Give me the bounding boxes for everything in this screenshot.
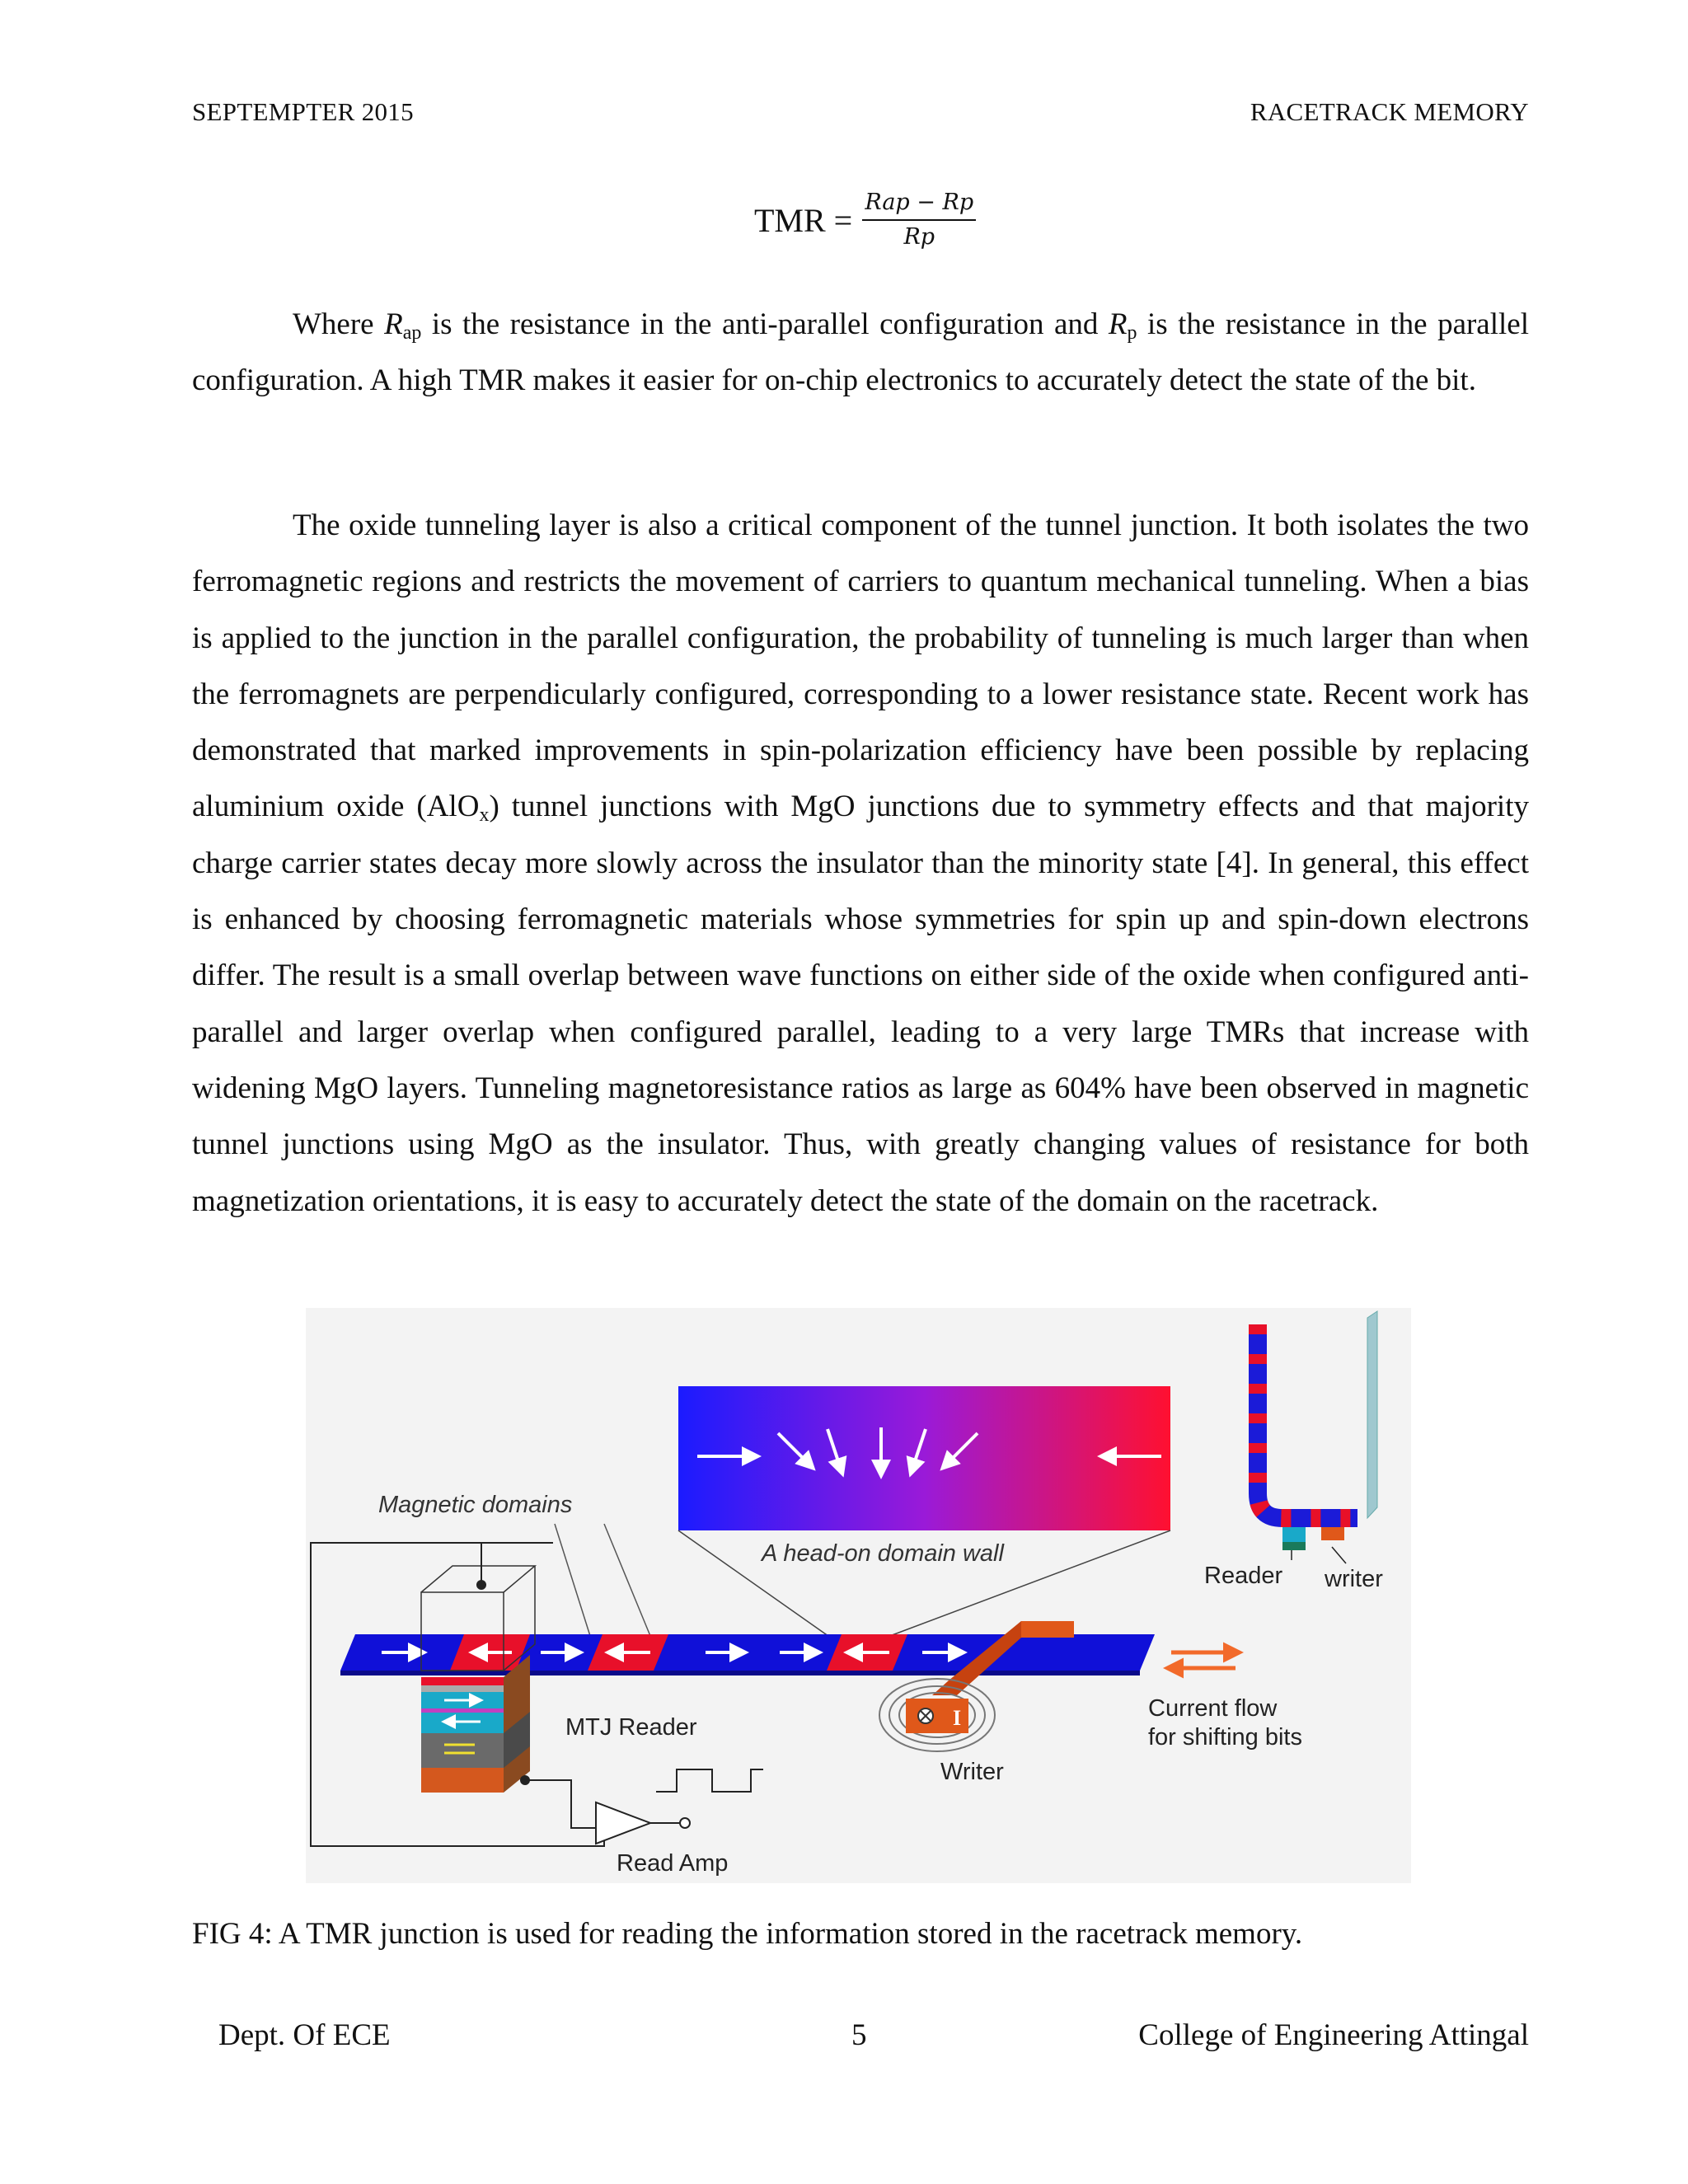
label-reader: Reader (1204, 1563, 1283, 1589)
p1-text-a: Where (293, 307, 385, 341)
label-writer-small: writer (1325, 1566, 1383, 1592)
footer-page-number: 5 (851, 2018, 867, 2052)
current-flow-arrows (1171, 1652, 1236, 1668)
label-domain-wall: A head-on domain wall (762, 1540, 1004, 1567)
u-racetrack (1258, 1324, 1357, 1518)
figure-caption: FIG 4: A TMR junction is used for reading the information stored in the racetrack memory. (192, 1917, 1303, 1951)
p2-text-a: The oxide tunneling layer is also a critical component of the tunnel junction. It both isolates the two ferromagnetic regions and restricts the movement of carriers to quantum mechanical tunneling. When a bias is applied to the junction in the parallel configuration, the probability of tunneling is much larger than when the ferromagnets are perpendicularly configured, corresponding to a lower resistance state. Recent work has demonstrated that marked improvements in spin-polarization efficiency have been possible by replacing aluminium oxide (AlO (192, 509, 1529, 824)
label-writer: Writer (940, 1759, 1004, 1785)
small-writer-block (1321, 1527, 1344, 1540)
equation-denominator: Rp (903, 224, 935, 250)
label-current-flow: Current flow (1148, 1695, 1278, 1722)
equation-numerator: Rap − Rp (865, 190, 974, 215)
p1-text-c: is the resistance in the parallel configuration. A high TMR makes it easier for on-chip electronics to accurately detect the state of the bit. (192, 307, 1529, 398)
footer-college: College of Engineering Attingal (1138, 2018, 1529, 2052)
p2-subscript-x: x (479, 804, 490, 827)
figure-racetrack-diagram (306, 1308, 1411, 1883)
read-amp-symbol (596, 1802, 650, 1844)
label-magnetic-domains: Magnetic domains (378, 1492, 573, 1518)
equation-lhs: TMR = (754, 201, 853, 239)
p1-symbol-r: R (384, 307, 403, 341)
p1-symbol-r2: R (1108, 307, 1128, 341)
p1-subscript-p: p (1127, 322, 1137, 344)
label-read-amp: Read Amp (617, 1850, 729, 1877)
footer-department: Dept. Of ECE (218, 2018, 391, 2052)
running-header-title: RACETRACK MEMORY (1250, 97, 1529, 126)
main-racetrack (340, 1634, 1155, 1675)
racetrack-diagram-svg (306, 1308, 1411, 1883)
running-header-date: SEPTEMPTER 2015 (192, 97, 414, 126)
p2-text-b: ) tunnel junctions with MgO junctions due to symmetry effects and that majority charge carrier states decay more slowly across the insulator than the minority state [4]. In general, this effect is enhanced by choosing ferromagnetic materials whose symmetries for spin up and spin-down electrons differ. The result is a small overlap between wave functions on either side of the oxide when configured anti-parallel and larger overlap when configured parallel, leading to a very large TMRs that increase with widening MgO layers. Tunneling magnetoresistance ratios as large as 604% have been observed in magnetic tunnel junctions using MgO as the insulator. Thus, with greatly changing values of resistance for both magnetization orientations, it is easy to accurately detect the state of the domain on the racetrack. (192, 790, 1529, 1218)
p1-subscript-ap: ap (402, 322, 422, 344)
p1-text-b: is the resistance in the anti-parallel configuration and (421, 307, 1109, 341)
paragraph-resistance-definition (192, 297, 1529, 410)
paragraph-oxide-tunneling (192, 498, 1529, 1230)
read-signal-waveform (656, 1769, 763, 1792)
label-current-symbol: I (953, 1706, 962, 1730)
fraction-bar (862, 219, 976, 221)
mtj-reader-stack (421, 1655, 530, 1793)
tmr-equation (754, 188, 976, 252)
label-shifting-bits: for shifting bits (1148, 1724, 1302, 1750)
domain-wall-panel (678, 1386, 1170, 1530)
label-mtj-reader: MTJ Reader (565, 1714, 697, 1741)
equation-fraction (862, 188, 976, 252)
